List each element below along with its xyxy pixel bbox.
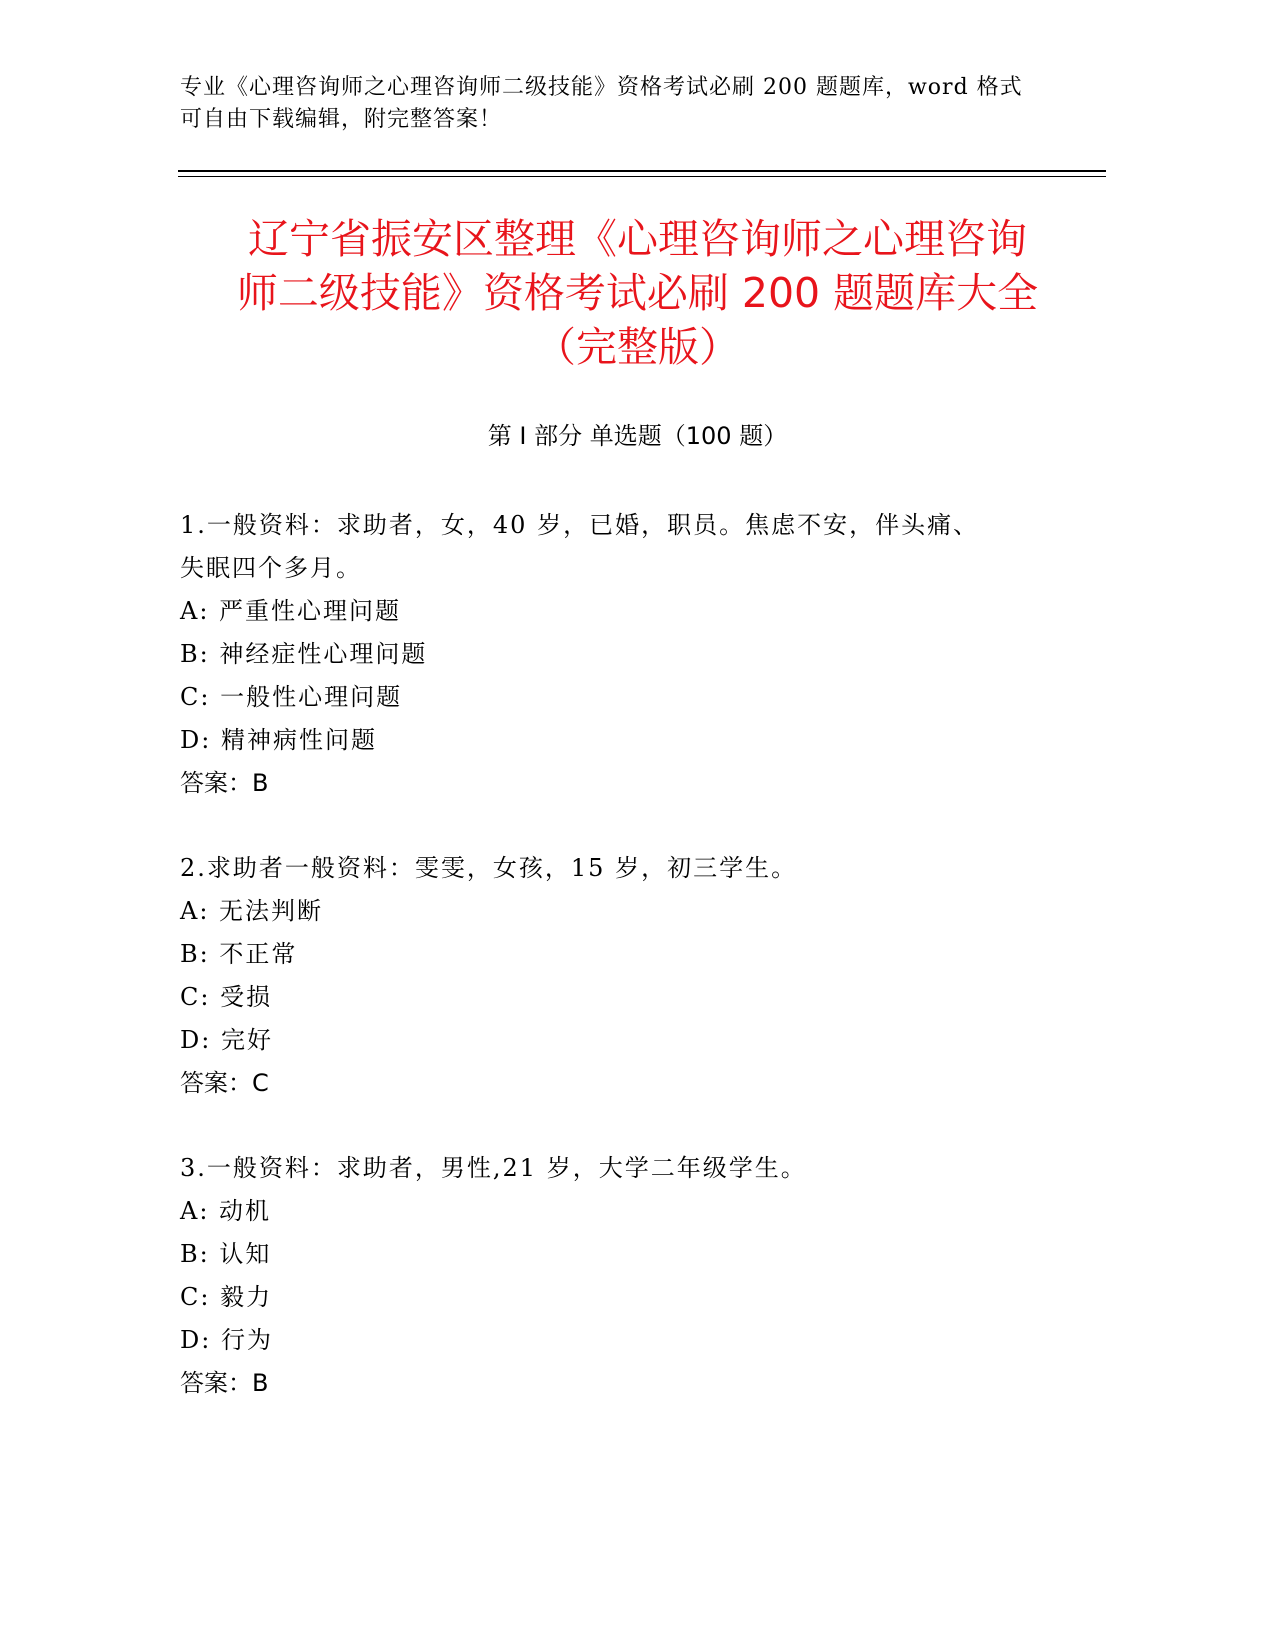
option-a: A: 无法判断 [180,897,324,925]
option-d: D: 完好 [180,1026,273,1054]
option-c: C: 一般性心理问题 [180,683,403,711]
answer: 答案：C [180,1069,269,1097]
option-b: B: 不正常 [180,940,298,968]
option-d: D: 行为 [180,1326,273,1354]
option-b: B: 认知 [180,1240,272,1268]
question-stem: 3.一般资料：求助者，男性,21 岁，大学二年级学生。 [180,1154,807,1182]
title-line-2: 师二级技能》资格考试必刷 200 题题库大全 [236,269,1039,317]
option-c: C: 毅力 [180,1283,273,1311]
header-line-1: 专业《心理咨询师之心理咨询师二级技能》资格考试必刷 200 题题库，word 格式 [180,75,1023,100]
answer: 答案：B [180,1369,269,1397]
header-line-2: 可自由下载编辑，附完整答案！ [180,107,503,132]
question-stem: 1.一般资料：求助者，女，40 岁，已婚，职员。焦虑不安，伴头痛、 [180,511,980,539]
title-line-1: 辽宁省振安区整理《心理咨询师之心理咨询 [248,215,1027,263]
title-line-3: （完整版） [535,323,740,371]
question-list [180,504,1040,1447]
question-2 [180,847,1040,1105]
question-stem: 2.求助者一般资料：雯雯，女孩，15 岁，初三学生。 [180,854,798,882]
document-title [150,212,1125,374]
header-divider-thick [178,170,1106,172]
option-a: A: 严重性心理问题 [180,597,402,625]
option-a: A: 动机 [180,1197,272,1225]
question-1 [180,504,1040,805]
header-divider-thin [178,176,1106,177]
question-stem-continued: 失眠四个多月。 [180,554,362,582]
question-3 [180,1147,1040,1405]
option-c: C: 受损 [180,983,273,1011]
section-heading: 第 I 部分 单选题（100 题） [487,422,788,450]
option-d: D: 精神病性问题 [180,726,377,754]
document-header [180,72,1040,136]
option-b: B: 神经症性心理问题 [180,640,428,668]
answer: 答案：B [180,769,269,797]
